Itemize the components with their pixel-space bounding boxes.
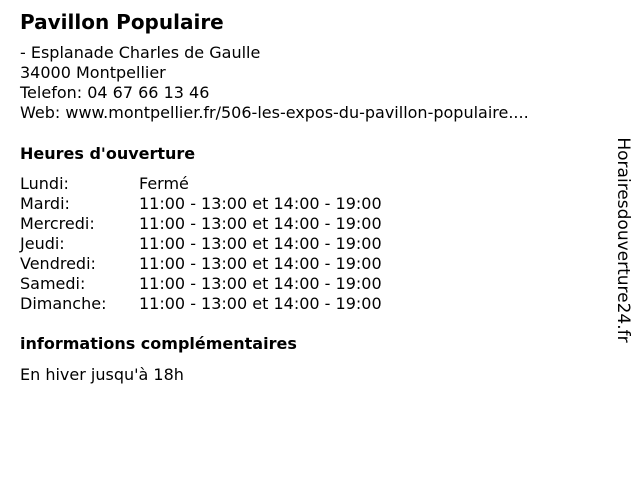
day-label: Vendredi: [20,254,96,273]
hours-value: Fermé [139,174,189,193]
website-link[interactable]: Web: www.montpellier.fr/506-les-expos-du-pavillon-populaire.... [20,103,529,122]
hours-value: 11:00 - 13:00 et 14:00 - 19:00 [139,194,382,213]
opening-hours-heading: Heures d'ouverture [20,144,196,163]
day-label: Samedi: [20,274,86,293]
hours-value: 11:00 - 13:00 et 14:00 - 19:00 [139,214,382,233]
address-street: - Esplanade Charles de Gaulle [20,43,261,62]
hours-value: 11:00 - 13:00 et 14:00 - 19:00 [139,234,382,253]
phone-number: Telefon: 04 67 66 13 46 [20,83,210,102]
additional-info-heading: informations complémentaires [20,334,297,353]
hours-value: 11:00 - 13:00 et 14:00 - 19:00 [139,274,382,293]
day-label: Mardi: [20,194,70,213]
day-label: Dimanche: [20,294,107,313]
site-watermark: Horairesdouverture24.fr [613,137,633,343]
day-label: Mercredi: [20,214,95,233]
hours-value: 11:00 - 13:00 et 14:00 - 19:00 [139,294,382,313]
address-city: 34000 Montpellier [20,63,166,82]
additional-info-text: En hiver jusqu'à 18h [20,365,184,384]
day-label: Lundi: [20,174,69,193]
day-label: Jeudi: [20,234,65,253]
page-title: Pavillon Populaire [20,10,224,34]
address-block [20,43,529,123]
hours-value: 11:00 - 13:00 et 14:00 - 19:00 [139,254,382,273]
